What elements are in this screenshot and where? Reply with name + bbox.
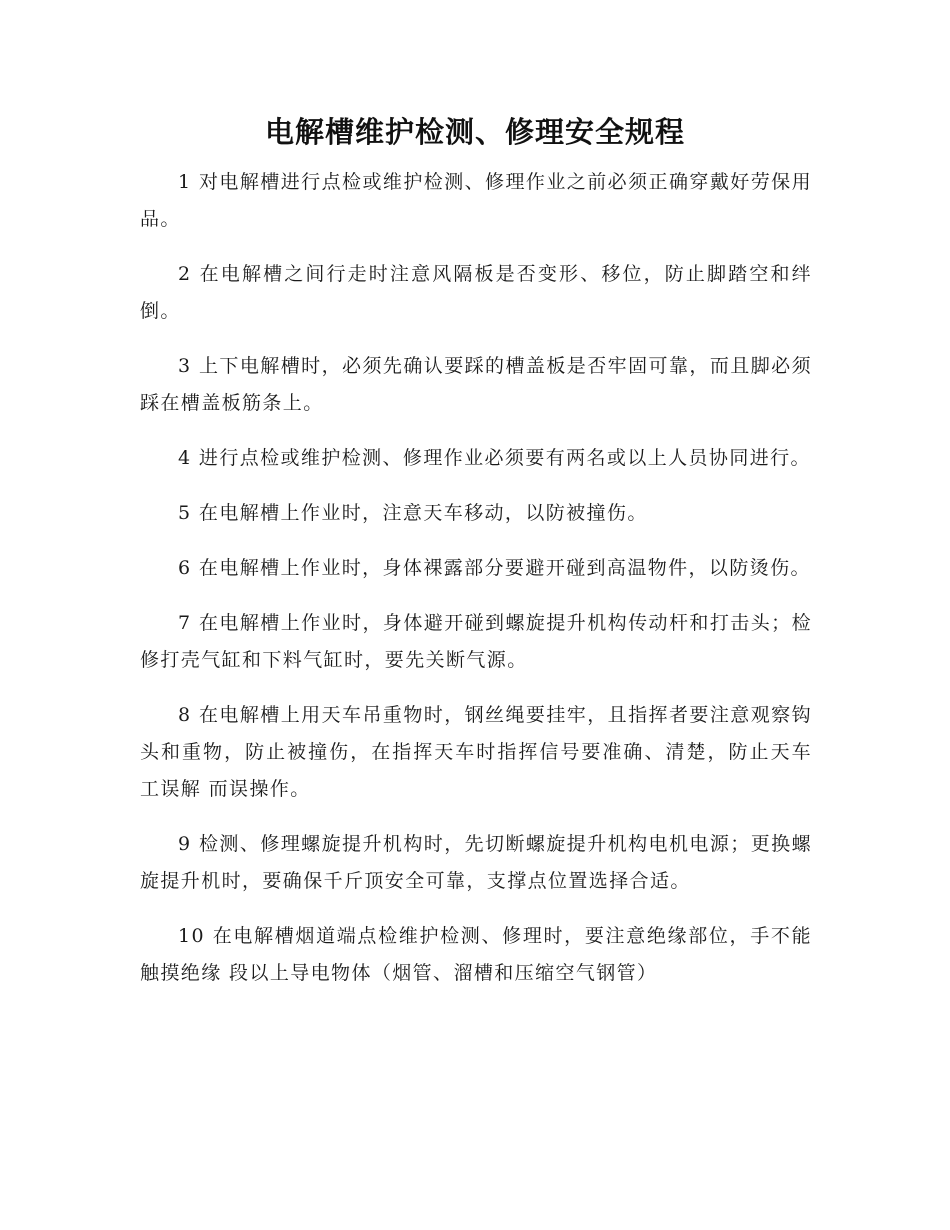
paragraph-text: 8 在电解槽上用天车吊重物时，钢丝绳要挂牢，且指挥者要注意观察钩 头和重物，防止被撞伤，在指挥天车时指挥信号要准确、清楚，防止天车工误解 而误操作。 <box>140 704 820 800</box>
paragraph-text: 5 在电解槽上作业时，注意天车移动，以防被撞伤。 <box>178 502 648 524</box>
paragraph-1 <box>140 164 812 238</box>
paragraph-text: 3 上下电解槽时，必须先确认要踩的槽盖板是否牢固可靠，而且脚必须 踩在槽盖板筋条上。 <box>140 355 820 414</box>
paragraph-text: 4 进行点检或维护检测、修理作业必须要有两名或以上人员协同进行。 <box>178 447 811 469</box>
paragraph-text: 9 检测、修理螺旋提升机构时，先切断螺旋提升机构电机电源；更换螺旋提升机时，要确保千斤顶安全可靠，支撑点位置选择合适。 <box>140 833 812 892</box>
paragraph-8 <box>140 697 820 808</box>
paragraph-text: 2 在电解槽之间行走时注意风隔板是否变形、移位，防止脚踏空和绊倒。 <box>140 263 812 322</box>
paragraph-4 <box>140 440 812 477</box>
paragraph-3 <box>140 348 820 422</box>
paragraph-text: 10 在电解槽烟道端点检维护检测、修理时，要注意绝缘部位，手不能触摸绝缘 段以上导电物体（烟管、溜槽和压缩空气钢管） <box>140 925 812 984</box>
document-body <box>140 164 820 1010</box>
paragraph-7 <box>140 605 820 679</box>
paragraph-6 <box>140 550 812 587</box>
document-title: 电解槽维护检测、修理安全规程 <box>264 115 685 149</box>
paragraph-2 <box>140 256 812 330</box>
paragraph-text: 7 在电解槽上作业时，身体避开碰到螺旋提升机构传动杆和打击头；检 修打壳气缸和下料气缸时，要先关断气源。 <box>140 612 820 671</box>
paragraph-text: 6 在电解槽上作业时，身体裸露部分要避开碰到高温物件，以防烫伤。 <box>178 557 811 579</box>
paragraph-5 <box>140 495 812 532</box>
paragraph-9 <box>140 826 812 900</box>
paragraph-10 <box>140 918 812 992</box>
paragraph-text: 1 对电解槽进行点检或维护检测、修理作业之前必须正确穿戴好劳保用品。 <box>140 171 812 230</box>
